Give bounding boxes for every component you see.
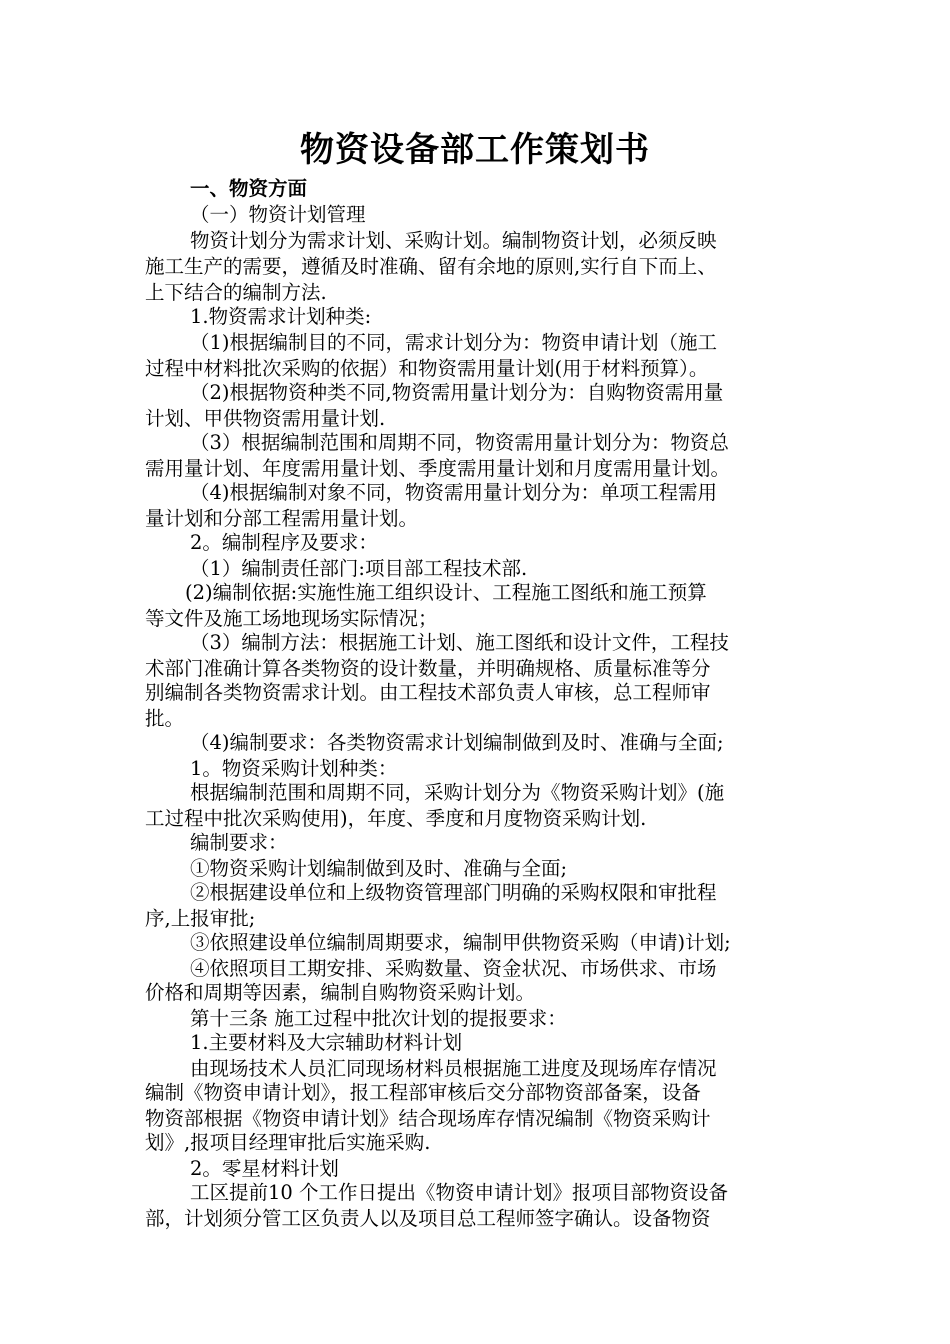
paragraph-line: 工过程中批次采购使用)，年度、季度和月度物资采购计划. <box>145 807 647 830</box>
list-heading: 2。零星材料计划 <box>190 1157 339 1180</box>
paragraph-line: 批。 <box>145 707 185 730</box>
paragraph-line: 划》,报项目经理审批后实施采购. <box>145 1131 431 1154</box>
list-heading: 编制要求： <box>190 831 288 854</box>
paragraph-line: 量计划和分部工程需用量计划。 <box>145 507 419 530</box>
paragraph-line: 过程中材料批次采购的依据）和物资需用量计划(用于材料预算）。 <box>145 357 709 380</box>
list-heading: 1。物资采购计划种类： <box>190 757 398 780</box>
paragraph-line: 施工生产的需要，遵循及时准确、留有余地的原则,实行自下而上、 <box>145 255 717 278</box>
paragraph-line: （1)根据编制目的不同，需求计划分为：物资申请计划（施工 <box>190 331 718 354</box>
paragraph-line: 上下结合的编制方法. <box>145 281 327 304</box>
section-heading: 一、物资方面 <box>190 177 308 200</box>
paragraph-line: 物资计划分为需求计划、采购计划。编制物资计划，必须反映 <box>190 229 717 252</box>
paragraph-line: ③依照建设单位编制周期要求，编制甲供物资采购（申请)计划; <box>190 931 731 954</box>
paragraph-line: ②根据建设单位和上级物资管理部门明确的采购权限和审批程 <box>190 881 717 904</box>
paragraph-line: 工区提前10 个工作日提出《物资申请计划》报项目部物资设备 <box>190 1181 729 1204</box>
paragraph-line: （4)根据编制对象不同，物资需用量计划分为：单项工程需用 <box>190 481 718 504</box>
paragraph-line: 需用量计划、年度需用量计划、季度需用量计划和月度需用量计划。 <box>145 457 731 480</box>
paragraph-line: 编制《物资申请计划》，报工程部审核后交分部物资部备案，设备 <box>145 1081 701 1104</box>
subsection-heading: （一）物资计划管理 <box>190 203 366 226</box>
paragraph-line: 物资部根据《物资申请计划》结合现场库存情况编制《物资采购计 <box>145 1107 711 1130</box>
paragraph-line: 价格和周期等因素，编制自购物资采购计划。 <box>145 981 536 1004</box>
document-title: 物资设备部工作策划书 <box>300 130 650 170</box>
paragraph-line: （1）编制责任部门:项目部工程技术部. <box>190 557 528 580</box>
paragraph-line: 由现场技术人员汇同现场材料员根据施工进度及现场库存情况 <box>190 1057 717 1080</box>
list-heading: 1.物资需求计划种类: <box>190 305 372 328</box>
paragraph-line: 等文件及施工场地现场实际情况； <box>145 607 438 630</box>
list-heading: 2。编制程序及要求： <box>190 531 378 554</box>
paragraph-line: ④依照项目工期安排、采购数量、资金状况、市场供求、市场 <box>190 957 717 980</box>
paragraph-line: 序,上报审批; <box>145 907 256 930</box>
paragraph-line: （4)编制要求：各类物资需求计划编制做到及时、准确与全面; <box>190 731 724 754</box>
paragraph-line: 计划、甲供物资需用量计划. <box>145 407 386 430</box>
paragraph-line: （2)根据物资种类不同,物资需用量计划分为：自购物资需用量 <box>190 381 724 404</box>
paragraph-line: 术部门准确计算各类物资的设计数量，并明确规格、质量标准等分 <box>145 657 711 680</box>
list-heading: 1.主要材料及大宗辅助材料计划 <box>190 1031 463 1054</box>
paragraph-line: 别编制各类物资需求计划。由工程技术部负责人审核，总工程师审 <box>145 681 711 704</box>
paragraph-line: 根据编制范围和周期不同，采购计划分为《物资采购计划》(施 <box>190 781 725 804</box>
paragraph-line: (2)编制依据:实施性施工组织设计、工程施工图纸和施工预算 <box>185 581 707 604</box>
paragraph-line: 部，计划须分管工区负责人以及项目总工程师签字确认。设备物资 <box>145 1207 711 1230</box>
paragraph-line: ①物资采购计划编制做到及时、准确与全面; <box>190 857 568 880</box>
paragraph-line: （3）根据编制范围和周期不同，物资需用量计划分为：物资总 <box>190 431 729 454</box>
article-heading: 第十三条 施工过程中批次计划的提报要求： <box>190 1007 567 1030</box>
paragraph-line: （3）编制方法：根据施工计划、施工图纸和设计文件，工程技 <box>190 631 729 654</box>
